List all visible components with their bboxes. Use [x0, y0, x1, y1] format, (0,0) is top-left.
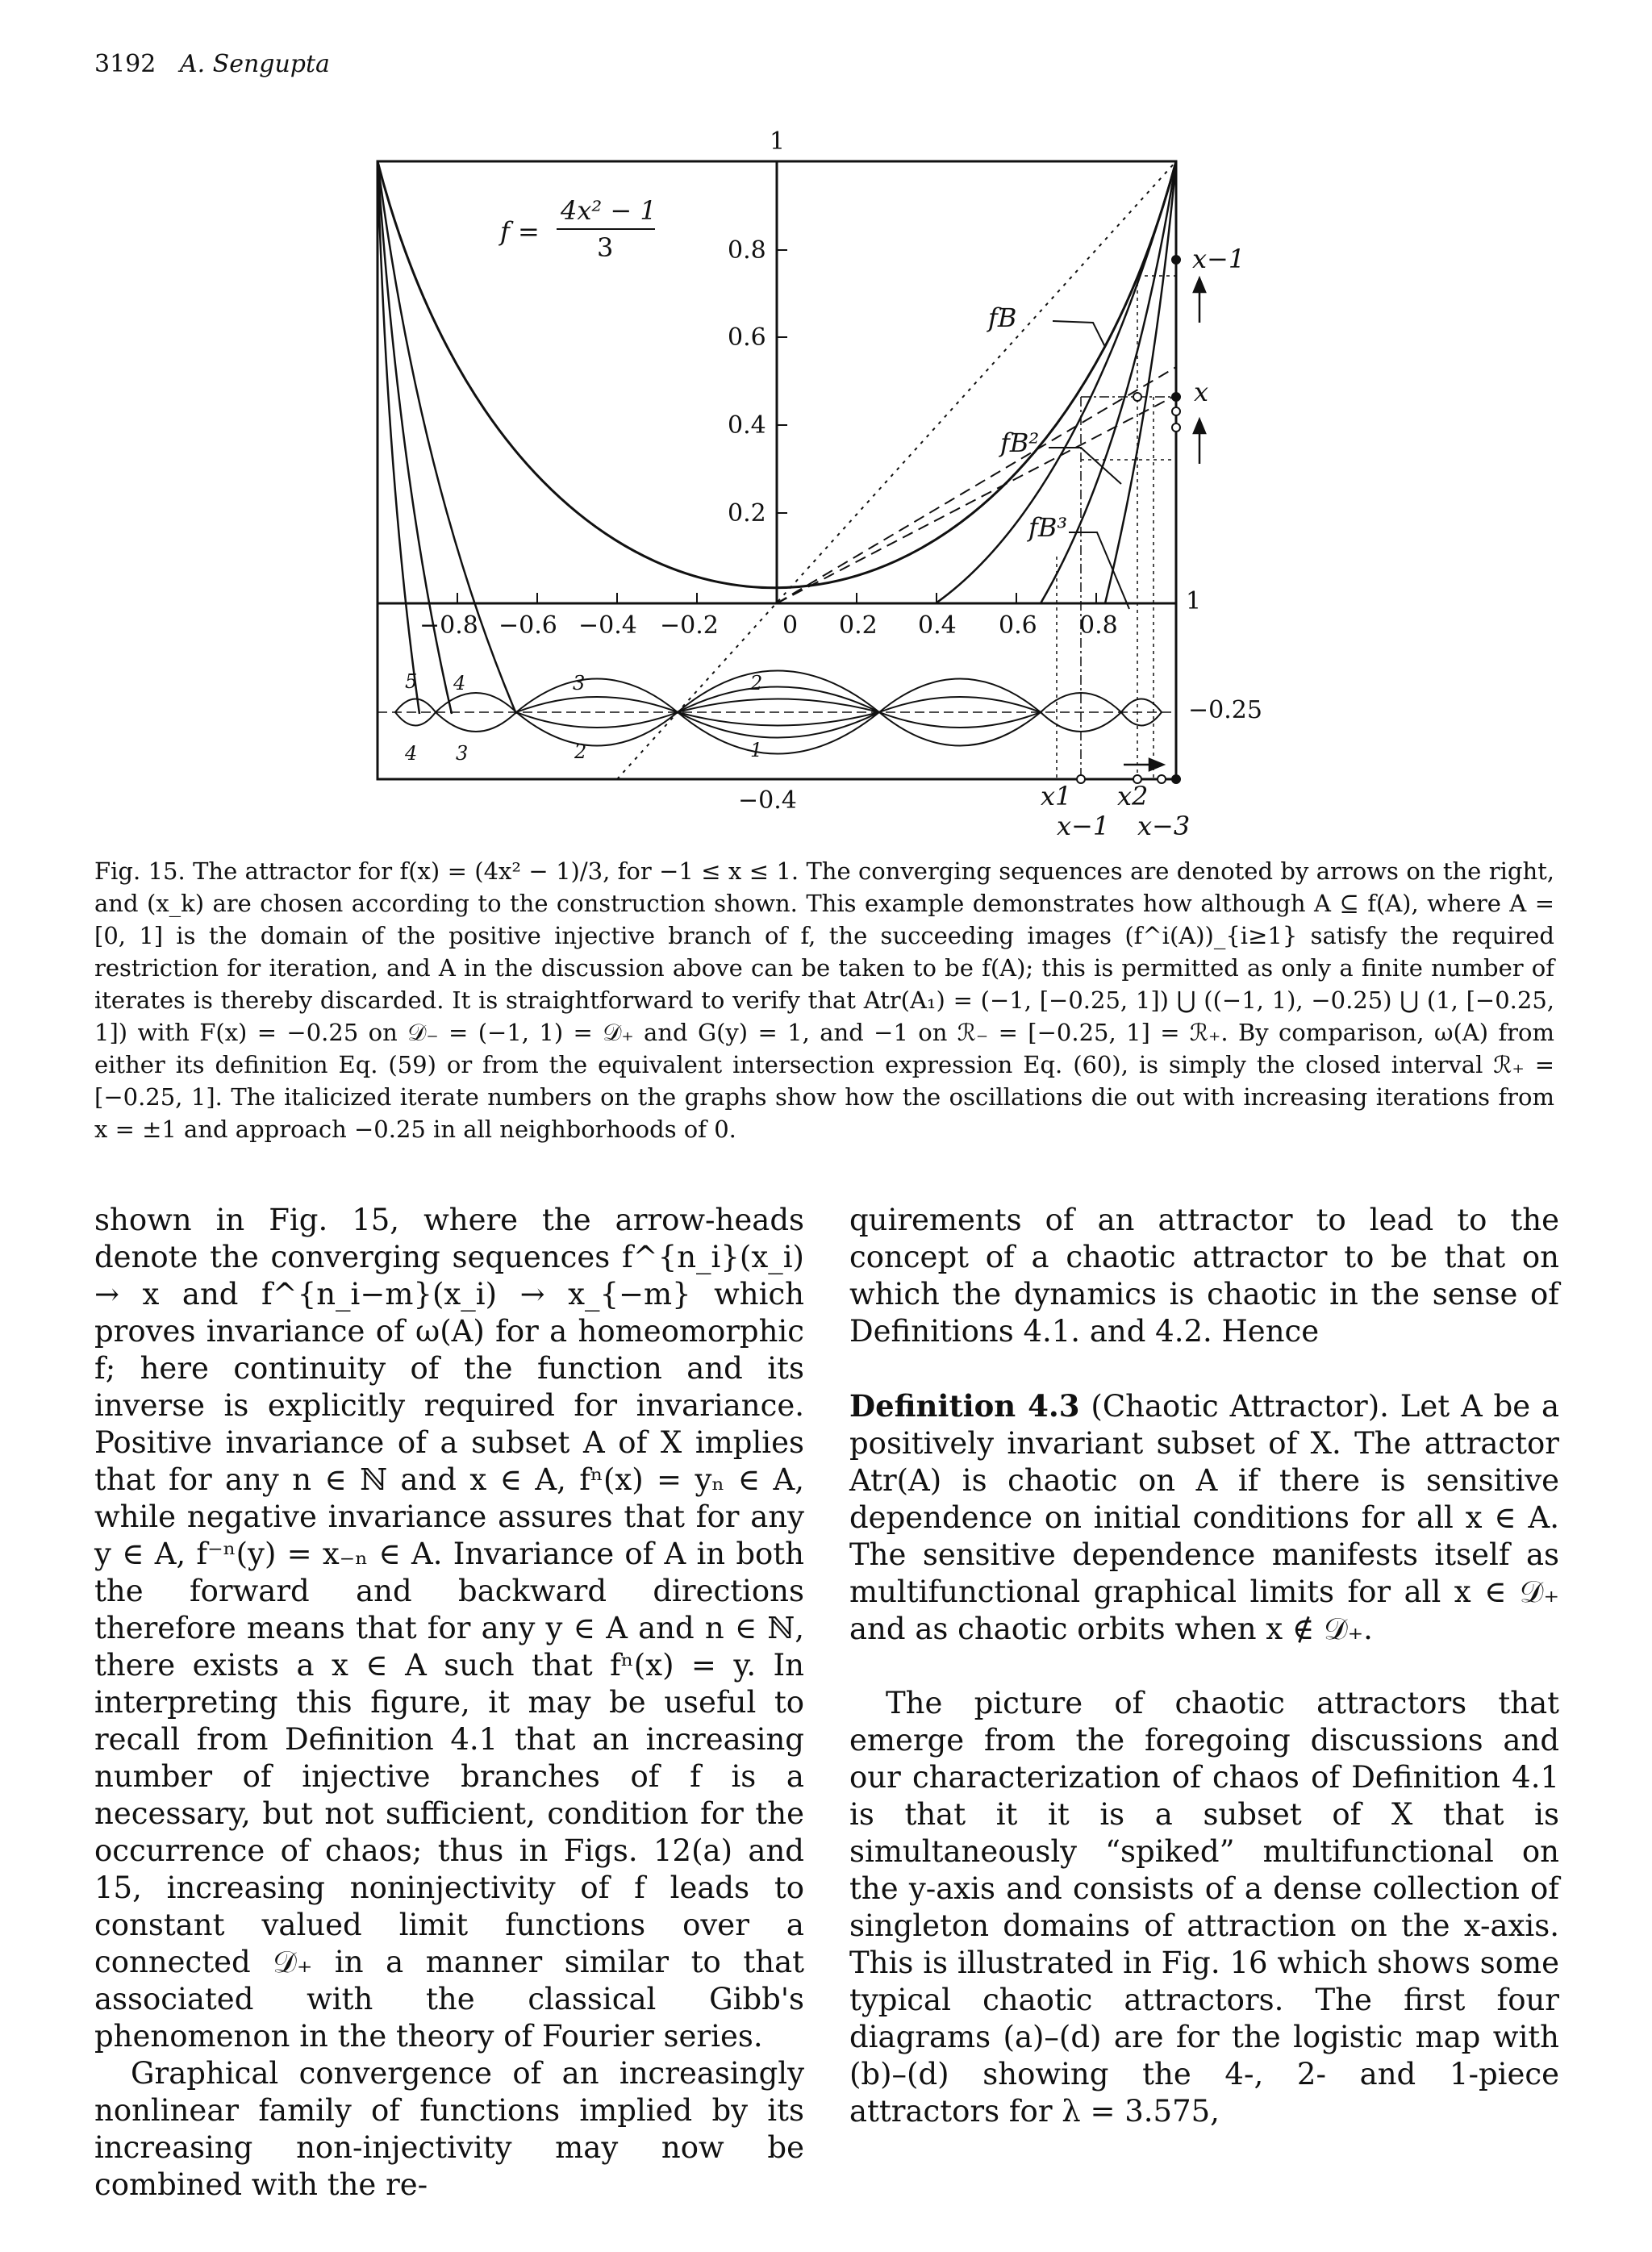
x-tick-0.8: 0.8	[1079, 611, 1118, 640]
x-tick-neg-0.8: −0.8	[419, 611, 478, 640]
definition-heading: Definition 4.3	[849, 1388, 1080, 1424]
formula-denominator: 3	[597, 232, 614, 263]
bottom-label-x2: x2	[1117, 781, 1149, 811]
page-number: 3192	[94, 50, 156, 78]
right-one-label: 1	[1186, 587, 1202, 615]
x-tick-0.4: 0.4	[918, 611, 957, 640]
lower-axis-bottom-label: −0.4	[738, 786, 797, 815]
x-tick-neg-0.2: −0.2	[660, 611, 719, 640]
x-tick-neg-0.6: −0.6	[499, 611, 557, 640]
formula-lhs: f =	[500, 216, 540, 247]
iterate-number: 2	[574, 740, 587, 763]
definition-body: (Chaotic Attractor). Let A be a positively invariant subset of X. The attractor Atr(A) is chaotic on A if there is sensitive dependence on initial conditions for all x ∈ A. The sensitive dependence manifests itself as multifunctional graphical limits for all x ∈ 𝒟₊ and as chaotic orbits when x ∉ 𝒟₊.	[849, 1389, 1560, 1646]
iterate-number: 4	[453, 672, 466, 694]
left-paragraph-2: Graphical convergence of an increasingly nonlinear family of functions implied by its increasing non-injectivity may now be combined with the re-	[94, 2056, 804, 2202]
seq-label-x: x	[1194, 377, 1209, 407]
figure-15	[0, 0, 1652, 855]
upper-axis-top-label: 1	[770, 127, 786, 156]
iterate-number: 1	[750, 739, 763, 761]
curve-label-fb2: fB²	[1000, 427, 1040, 458]
right-paragraph-1: quirements of an attractor to lead to the concept of a chaotic attractor to be that on which the dynamics is chaotic in the sense of Definitions 4.1. and 4.2. Hence	[849, 1203, 1559, 1349]
definition-4-3	[849, 1387, 1559, 1648]
iterate-number: 2	[750, 672, 763, 694]
bottom-label-x1: x1	[1041, 781, 1072, 811]
formula-numerator: 4x² − 1	[561, 195, 657, 226]
y-tick-0.8: 0.8	[728, 236, 766, 265]
bottom-label-x-minus-1: x−1	[1057, 811, 1110, 841]
iterate-number: 3	[456, 742, 469, 765]
x-tick-0.2: 0.2	[839, 611, 878, 640]
right-column	[849, 1202, 1559, 2167]
lower-right-value: −0.25	[1188, 696, 1262, 724]
iterate-number: 3	[573, 672, 586, 694]
y-tick-0.2: 0.2	[728, 499, 766, 528]
figure-caption: Fig. 15. The attractor for f(x) = (4x² − 1)/3, for −1 ≤ x ≤ 1. The converging sequences are denoted by arrows on the right, and (x_k) are chosen according to the construction shown. This example demonstrates how although A ⊆ f(A), where A = [0, 1] is the domain of the positive injective branch of f, the succeeding images (f^i(A))_{i≥1} satisfy the required restriction for iteration, and A in the discussion above can be taken to be f(A); this is permitted as only a finite number of iterates is thereby discarded. It is straightforward to verify that Atr(A₁) = (−1, [−0.25, 1]) ⋃ ((−1, 1), −0.25) ⋃ (1, [−0.25, 1]) with F(x) = −0.25 on 𝒟₋ = (−1, 1) = 𝒟₊ and G(y) = 1, and −1 on ℛ₋ = [−0.25, 1] = ℛ₊. By comparison, ω(A) from either its definition Eq. (59) or from the equivalent intersection expression Eq. (60), is simply the closed interval ℛ₊ = [−0.25, 1]. The italicized iterate numbers on the graphs show how the oscillations die out with increasing iterations from x = ±1 and approach −0.25 in all neighborhoods of 0.	[94, 857, 1554, 1143]
curve-label-fb3: fB³	[1028, 512, 1068, 543]
x-tick-0.6: 0.6	[999, 611, 1037, 640]
seq-label-x-minus-1: x−1	[1192, 244, 1245, 274]
running-author: A. Sengupta	[179, 50, 330, 78]
left-paragraph-1: shown in Fig. 15, where the arrow-heads denote the converging sequences f^{n_i}(x_i) → x and f^{n_i−m}(x_i) → x_{−m} which proves invariance of ω(A) for a homeomorphic f; here continuity of the function and its inverse is explicitly required for invariance. Positive invariance of a subset A of X implies that for any n ∈ ℕ and x ∈ A, fⁿ(x) = yₙ ∈ A, while negative invariance assures that for any y ∈ A, f⁻ⁿ(y) = x₋ₙ ∈ A. Invariance of A in both the forward and backward directions therefore means that for any y ∈ A and n ∈ ℕ, there exists a x ∈ A such that fⁿ(x) = y. In interpreting this figure, it may be useful to recall from Definition 4.1 that an increasing number of injective branches of f is a necessary, but not sufficient, condition for the occurrence of chaos; thus in Figs. 12(a) and 15, increasing noninjectivity of f leads to constant valued limit functions over a connected 𝒟₊ in a manner similar to that associated with the classical Gibb's phenomenon in the theory of Fourier series.	[94, 1203, 804, 2054]
left-column	[94, 1202, 804, 2241]
y-tick-0.4: 0.4	[728, 411, 766, 440]
iterate-number: 4	[405, 742, 418, 765]
dashed-line-1	[777, 395, 1176, 603]
iterate-number: 5	[405, 670, 418, 693]
x-tick-neg-0.4: −0.4	[578, 611, 637, 640]
curve-label-fb: fB	[988, 302, 1017, 333]
right-paragraph-2: The picture of chaotic attractors that emerge from the foregoing discussions and our characterization of chaos of Definition 4.1 is that it it is a subset of X that is simultaneously “spiked” multifunctional on the y-axis and consists of a dense collection of singleton domains of attraction on the x-axis. This is illustrated in Fig. 16 which shows some typical chaotic attractors. The first four diagrams (a)–(d) are for the logistic map with (b)–(d) showing the 4-, 2- and 1-piece attractors for λ = 3.575,	[849, 1686, 1559, 2129]
x-tick-0: 0	[782, 611, 799, 640]
diagonal-dotted	[617, 161, 1176, 779]
bottom-label-x-minus-3: x−3	[1137, 811, 1191, 841]
upper-y-tick-marks	[777, 250, 787, 513]
y-tick-0.6: 0.6	[728, 323, 766, 352]
